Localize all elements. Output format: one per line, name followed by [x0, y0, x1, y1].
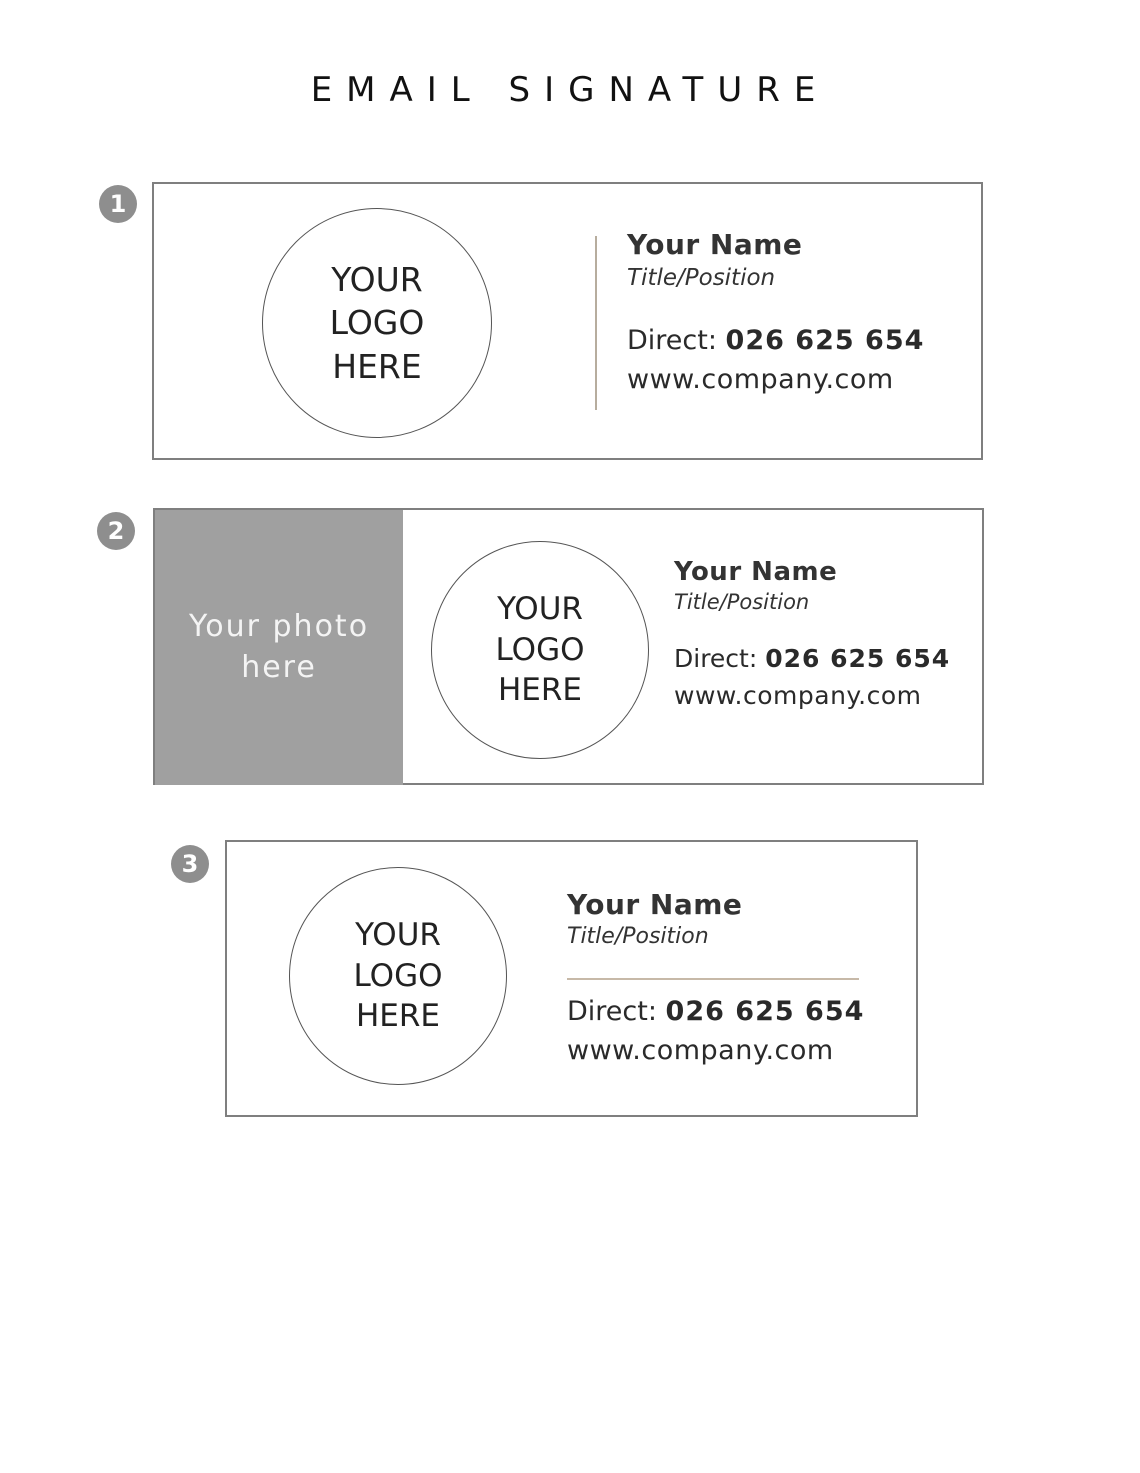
- horizontal-divider: [567, 978, 859, 980]
- direct-number: 026 625 654: [765, 644, 951, 673]
- contact-direct: [627, 325, 924, 356]
- signature-card-1: [152, 182, 983, 460]
- contact-website: www.company.com: [674, 681, 922, 710]
- direct-label: Direct:: [674, 644, 766, 673]
- logo-text-line: LOGO: [329, 303, 425, 343]
- template-number-badge-2: 2: [97, 512, 135, 550]
- logo-text-line: YOUR: [355, 916, 441, 953]
- logo-placeholder: [289, 867, 507, 1085]
- contact-name: Your Name: [567, 888, 743, 921]
- contact-title: Title/Position: [674, 590, 810, 614]
- photo-text-line: Your photo: [188, 609, 370, 644]
- logo-text-line: YOUR: [497, 590, 583, 627]
- contact-direct: [674, 644, 950, 673]
- contact-info: [627, 228, 924, 395]
- logo-text-line: HERE: [355, 998, 441, 1035]
- contact-name: Your Name: [627, 228, 803, 261]
- template-number-badge-3: 3: [171, 845, 209, 883]
- logo-text-line: LOGO: [353, 957, 443, 994]
- contact-website: www.company.com: [627, 364, 894, 395]
- contact-name: Your Name: [674, 557, 838, 587]
- logo-text-line: HERE: [497, 672, 583, 709]
- signature-card-3: [225, 840, 918, 1117]
- contact-details: [567, 996, 864, 1066]
- logo-text-line: YOUR: [331, 259, 423, 299]
- contact-info: [674, 557, 950, 710]
- direct-label: Direct:: [567, 996, 666, 1027]
- direct-number: 026 625 654: [665, 996, 865, 1027]
- contact-website: www.company.com: [567, 1035, 834, 1066]
- page-title: EMAIL SIGNATURE: [310, 70, 830, 110]
- contact-direct: [567, 996, 864, 1027]
- direct-number: 026 625 654: [725, 325, 925, 356]
- photo-text-line: here: [241, 649, 317, 685]
- signature-card-2: [153, 508, 984, 785]
- template-number-badge-1: 1: [99, 185, 137, 223]
- contact-title: Title/Position: [627, 265, 776, 291]
- logo-placeholder: [262, 208, 492, 438]
- logo-text-line: HERE: [332, 346, 422, 386]
- logo-text-line: LOGO: [495, 631, 585, 668]
- contact-info: [567, 888, 742, 949]
- photo-placeholder: [155, 510, 403, 785]
- contact-title: Title/Position: [567, 924, 709, 949]
- direct-label: Direct:: [627, 325, 726, 356]
- logo-placeholder: [431, 541, 649, 759]
- vertical-divider: [595, 236, 597, 410]
